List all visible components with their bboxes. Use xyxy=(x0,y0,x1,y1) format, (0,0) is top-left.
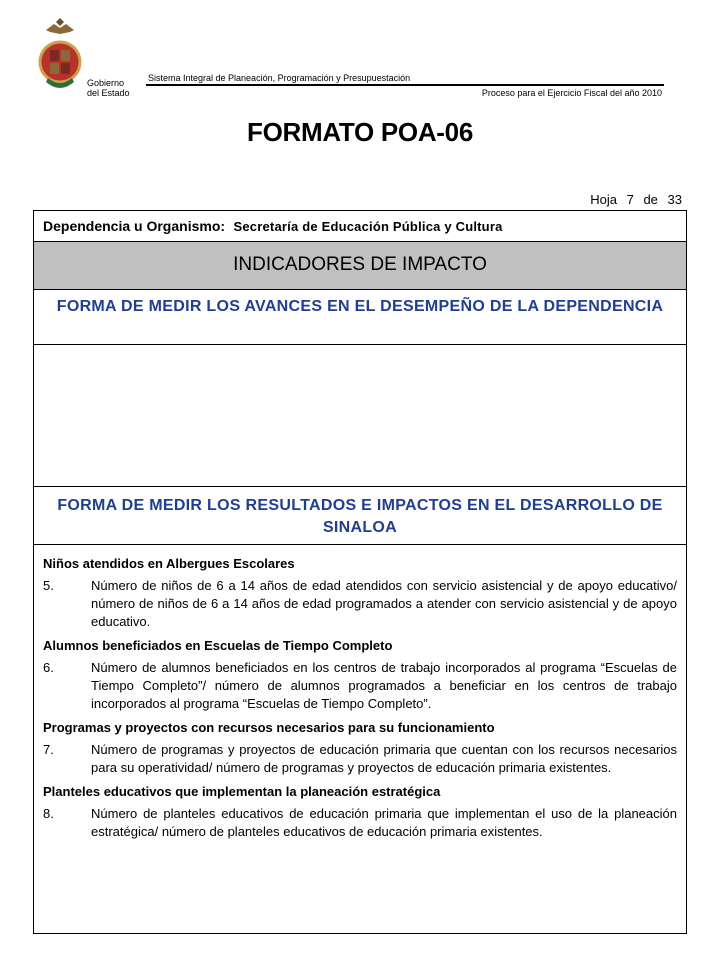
gov-line2: del Estado xyxy=(87,88,130,98)
section2-title: FORMA DE MEDIR LOS RESULTADOS E IMPACTOS EN EL DESARROLLO DE SINALOA xyxy=(34,487,686,545)
indicator-group xyxy=(43,783,677,841)
indicator-text: Número de planteles educativos de educación primaria que implementan el uso de la planeación estratégica/ número de planteles educativos de educación primaria existentes. xyxy=(91,806,677,839)
page-counter xyxy=(590,192,682,207)
indicator-text: Número de niños de 6 a 14 años de edad atendidos con servicio asistencial y de apoyo educativo/ número de niños de 6 a 14 años de edad programados a atender con servicio asistencial y de apoyo educativo. xyxy=(91,578,677,629)
section1-title: FORMA DE MEDIR LOS AVANCES EN EL DESEMPEÑO DE LA DEPENDENCIA xyxy=(34,290,686,345)
indicator-group xyxy=(43,555,677,631)
form-table xyxy=(33,210,687,934)
indicator-number: 5. xyxy=(43,578,54,593)
document-title: FORMATO POA-06 xyxy=(247,117,473,147)
indicator-number: 6. xyxy=(43,660,54,675)
page-total: 33 xyxy=(667,192,682,207)
indicator-number: 7. xyxy=(43,742,54,757)
process-label: Proceso para el Ejercicio Fiscal del año 2010 xyxy=(481,88,662,98)
gov-line1: Gobierno xyxy=(87,78,125,88)
indicator-text: Número de programas y proyectos de educación primaria que cuentan con los recursos necesarios para su operatividad/ número de programas y proyectos de educación primaria existentes. xyxy=(91,742,677,775)
page-of: de xyxy=(643,192,658,207)
indicator-text: Número de alumnos beneficiados en los centros de trabajo incorporados al programa “Escuelas de Tiempo Completo”/ número de alumnos programados a beneficiar en los centros de trabajo incorporados al programa “Escuelas de Tiempo Completo”. xyxy=(91,660,677,711)
indicator-group xyxy=(43,719,677,777)
header-divider xyxy=(146,84,664,86)
indicator-group-title: Alumnos beneficiados en Escuelas de Tiempo Completo xyxy=(43,638,393,653)
indicator-list xyxy=(34,545,686,847)
indicator-group-title: Niños atendidos en Albergues Escolares xyxy=(43,556,295,571)
page-label: Hoja xyxy=(590,192,617,207)
indicator-item xyxy=(43,741,677,777)
empty-content-area xyxy=(34,345,686,487)
government-label xyxy=(87,78,130,98)
dependency-value: Secretaría de Educación Pública y Cultura xyxy=(233,219,503,234)
indicator-group-title: Planteles educativos que implementan la planeación estratégica xyxy=(43,784,441,799)
indicator-number: 8. xyxy=(43,806,54,821)
system-name: Sistema Integral de Planeación, Programación y Presupuestación xyxy=(148,73,411,83)
indicator-item xyxy=(43,577,677,631)
section-band: INDICADORES DE IMPACTO xyxy=(34,242,686,290)
indicator-item xyxy=(43,805,677,841)
page-current: 7 xyxy=(626,192,634,207)
state-coat-of-arms-icon xyxy=(36,16,84,96)
dependency-row xyxy=(34,211,686,242)
indicator-item xyxy=(43,659,677,713)
indicator-group xyxy=(43,637,677,713)
indicator-group-title: Programas y proyectos con recursos necesarios para su funcionamiento xyxy=(43,720,495,735)
dependency-label: Dependencia u Organismo: xyxy=(43,218,226,234)
